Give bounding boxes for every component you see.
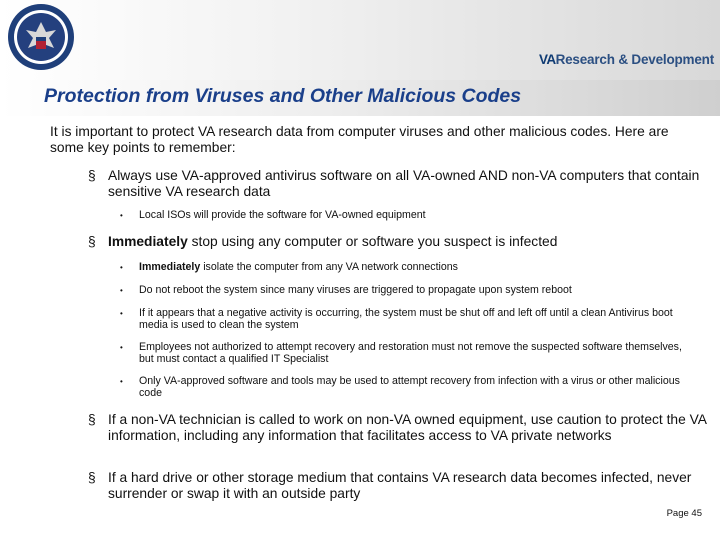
bullet-item <box>108 234 708 250</box>
bullet-item: Always use VA-approved antivirus software on all VA-owned AND non-VA computers that contain sensitive VA research data <box>108 168 700 199</box>
bullet-marker: § <box>88 168 96 183</box>
page-number: Page 45 <box>666 508 702 519</box>
sub-bullet-marker: • <box>120 377 123 386</box>
bullet-text: isolate the computer from any VA network connections <box>200 261 458 273</box>
brand-logo <box>539 52 714 67</box>
bullet-item: If a hard drive or other storage medium that contains VA research data becomes infected, never surrender or swap it with an outside party <box>108 470 692 501</box>
sub-bullet-marker: • <box>120 286 123 295</box>
sub-bullet-item <box>139 262 699 274</box>
bullet-marker: § <box>88 412 96 427</box>
sub-bullet-item: Do not reboot the system since many viruses are triggered to propagate upon system reboot <box>139 284 572 296</box>
sub-bullet-item: Only VA-approved software and tools may be used to attempt recovery from infection with a virus or other malicious code <box>139 375 680 399</box>
sub-bullet-marker: • <box>120 263 123 272</box>
bullet-item: If a non-VA technician is called to work on non-VA owned equipment, use caution to protect the VA information, including any information that facilitates access to VA private networks <box>108 412 707 443</box>
sub-bullet-marker: • <box>120 309 123 318</box>
sub-bullet-item: Employees not authorized to attempt recovery and restoration must not remove the suspected software themselves, but must contact a qualified IT Specialist <box>139 341 682 365</box>
bullet-marker: § <box>88 470 96 485</box>
bullet-marker: § <box>88 234 96 249</box>
va-seal-icon <box>6 2 76 72</box>
header-banner <box>0 0 720 80</box>
sub-bullet-item: If it appears that a negative activity is occurring, the system must be shut off and left off until a clean Antivirus boot media is used to clean the system <box>139 307 673 331</box>
brand-prefix: VA <box>539 52 556 67</box>
intro-text: It is important to protect VA research data from computer viruses and other malicious codes. Here are some key points to remember: <box>50 124 669 155</box>
bullet-emphasis: Immediately <box>108 234 188 249</box>
bullet-emphasis: Immediately <box>139 261 201 273</box>
sub-bullet-item: Local ISOs will provide the software for VA-owned equipment <box>139 209 426 221</box>
sub-bullet-marker: • <box>120 343 123 352</box>
brand-name: Research & Development <box>555 52 714 67</box>
sub-bullet-marker: • <box>120 211 123 220</box>
page-title: Protection from Viruses and Other Malicious Codes <box>44 85 522 107</box>
bullet-text: stop using any computer or software you suspect is infected <box>187 234 558 249</box>
